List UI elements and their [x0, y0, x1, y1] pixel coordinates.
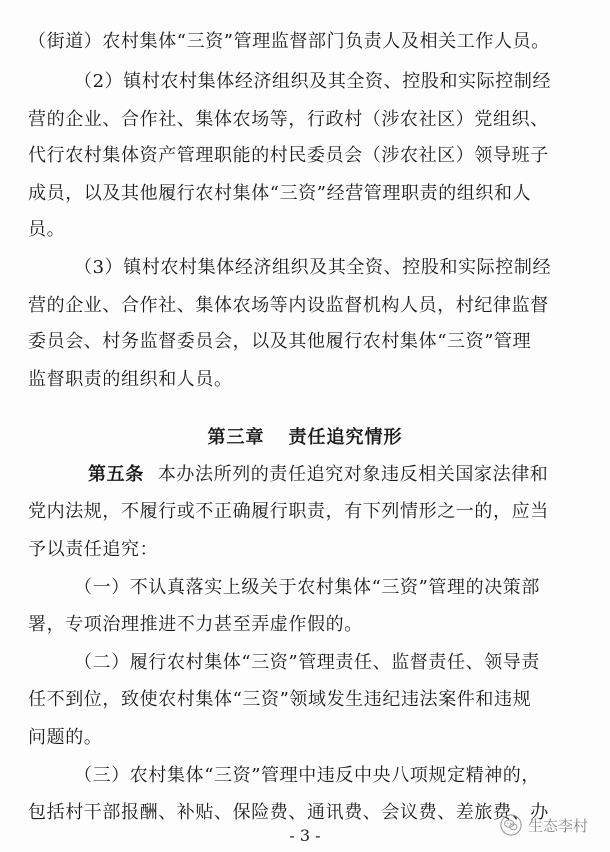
text-line: 任不到位，致使农村集体“三资”领域发生违纪违法案件和违规 [28, 689, 532, 710]
chapter-title: 责任追究情形 [288, 427, 403, 448]
page-number: - 3 - [289, 826, 321, 845]
text-line: 予以责任追究： [28, 539, 159, 560]
text-line: （2）镇村农村集体经济组织及其全资、控股和实际控制经 [74, 71, 552, 92]
text-line: （3）镇村农村集体经济组织及其全资、控股和实际控制经 [74, 257, 552, 278]
text-line: 员。 [28, 219, 66, 240]
text-line: （一）不认真落实上级关于农村集体“三资”管理的决策部 [74, 577, 541, 598]
text-line: 署，专项治理推进不力甚至弄虚作假的。 [28, 614, 363, 635]
text-line: 营的企业、合作社、集体农场等，行政村（涉农社区）党组织、 [28, 109, 549, 130]
article-first-line [88, 465, 548, 485]
watermark-text: 生态李村 [527, 816, 588, 835]
wechat-icon [500, 814, 522, 836]
text-line: 代行农村集体资产管理职能的村民委员会（涉农社区）领导班子 [28, 145, 549, 166]
text-line: 包括村干部报酬、补贴、保险费、通讯费、会议费、差旅费、办 [28, 802, 549, 823]
chapter-heading [0, 428, 610, 448]
text-line: 委员会、村务监督委员会，以及其他履行农村集体“三资”管理 [28, 331, 532, 352]
text-line: 问题的。 [28, 727, 103, 748]
chapter-number: 第三章 [207, 427, 265, 448]
article-text: 本办法所列的责任追究对象违反相关国家法律和 [157, 464, 549, 485]
account-watermark [500, 814, 588, 836]
text-line: （街道）农村集体“三资”管理监督部门负责人及相关工作人员。 [28, 31, 550, 52]
text-line: （二）履行农村集体“三资”管理责任、监督责任、领导责 [74, 652, 541, 673]
text-line: 成员，以及其他履行农村集体“三资”经营管理职责的组织和人 [28, 183, 532, 204]
article-label: 第五条 [88, 464, 144, 485]
text-line: 监督职责的组织和人员。 [28, 369, 233, 390]
text-line: 营的企业、合作社、集体农场等内设监督机构人员，村纪律监督 [28, 295, 549, 316]
text-line: 党内法规，不履行或不正确履行职责，有下列情形之一的，应当 [28, 501, 549, 522]
text-line: （三）农村集体“三资”管理中违反中央八项规定精神的， [74, 765, 541, 786]
